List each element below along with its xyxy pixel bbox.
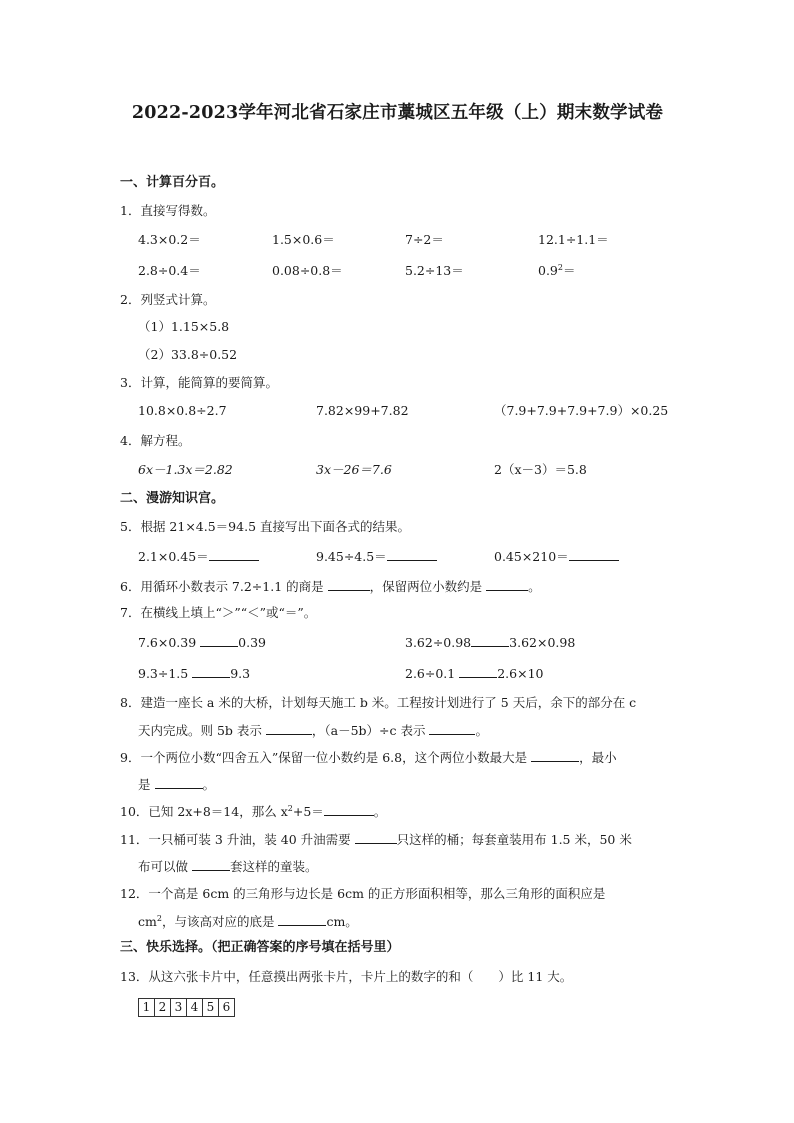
q1-item: 4.3×0.2＝	[138, 232, 201, 247]
q1-item: 0.08÷0.8＝	[272, 263, 343, 278]
q8-line2: 天内完成。则 5b 表示 ，（a－5b）÷c 表示 。	[138, 723, 488, 738]
q2-item: （2）33.8÷0.52	[138, 347, 238, 362]
answer-blank[interactable]	[569, 547, 619, 561]
q3-item: 7.82×99+7.82	[316, 403, 409, 418]
q1-item: 5.2÷13＝	[405, 263, 464, 278]
q2-label: 2．列竖式计算。	[120, 292, 216, 307]
section-1-heading: 一、计算百分百。	[120, 175, 225, 190]
q10: 10．已知 2x+8＝14，那么 $x^2+5=$ 。	[120, 803, 387, 819]
q3-label: 3．计算，能简算的要简算。	[120, 375, 278, 390]
q11-line1: 11．一只桶可装 3 升油，装 40 升油需要 只这样的桶；每套童装用布 1.5 米，50 米	[120, 832, 632, 847]
q11-line2: 布可以做 套这样的童装。	[138, 859, 318, 874]
answer-blank[interactable]	[324, 802, 374, 816]
page-title: 2022-2023学年河北省石家庄市藁城区五年级（上）期末数学试卷	[131, 103, 664, 123]
number-card: 4	[186, 998, 203, 1017]
q1-label: 1．直接写得数。	[120, 203, 216, 218]
q1-item: 2.8÷0.4＝	[138, 263, 201, 278]
number-card: 1	[138, 998, 155, 1017]
q12-line2: $cm^2$，与该高对应的底是 cm。	[138, 913, 358, 929]
answer-blank[interactable]	[531, 748, 579, 762]
q5-item: 0.45×210＝	[494, 547, 619, 566]
answer-blank[interactable]	[266, 721, 312, 735]
q5-label: 5．根据 21×4.5＝94.5 直接写出下面各式的结果。	[120, 519, 410, 534]
q7-label: 7．在横线上填上“＞”“＜”或“＝”。	[120, 605, 317, 620]
answer-blank[interactable]	[459, 664, 497, 678]
number-cards	[138, 998, 235, 1017]
number-card: 5	[202, 998, 219, 1017]
q1-item: 12.1÷1.1＝	[538, 232, 609, 247]
q6: 6．用循环小数表示 7.2÷1.1 的商是 ，保留两位小数约是 。	[120, 579, 541, 594]
answer-blank[interactable]	[278, 912, 326, 926]
answer-blank[interactable]	[328, 577, 370, 591]
answer-blank[interactable]	[209, 547, 259, 561]
q12-line1: 12．一个高是 6cm 的三角形与边长是 6cm 的正方形面积相等，那么三角形的面积应是	[120, 886, 606, 901]
q9-line2: 是 。	[138, 777, 216, 792]
number-card: 2	[154, 998, 171, 1017]
q3-item: 10.8×0.8÷2.7	[138, 403, 227, 418]
q4-item: 2（x－3）＝5.8	[494, 462, 587, 477]
answer-blank[interactable]	[355, 830, 397, 844]
answer-blank[interactable]	[155, 775, 203, 789]
q1-item-power: $0.9^2=$	[538, 262, 576, 278]
q5-item: 2.1×0.45＝	[138, 547, 259, 566]
answer-blank[interactable]	[486, 577, 528, 591]
q9-line1: 9．一个两位小数“四舍五入”保留一位小数约是 6.8，这个两位小数最大是 ，最小	[120, 750, 617, 765]
q4-item: 6x－1.3x＝2.82	[138, 462, 233, 477]
section-2-heading: 二、漫游知识宫。	[120, 491, 225, 506]
q7-item: 9.3÷1.5 9.3	[138, 666, 251, 681]
q7-item: 2.6÷0.1 2.6×10	[405, 666, 544, 681]
section-3-heading: 三、快乐选择。（把正确答案的序号填在括号里）	[120, 940, 400, 955]
answer-blank[interactable]	[192, 664, 230, 678]
number-card: 6	[218, 998, 235, 1017]
number-card: 3	[170, 998, 187, 1017]
q3-item: （7.9+7.9+7.9+7.9）×0.25	[494, 403, 669, 418]
q13: 13．从这六张卡片中，任意摸出两张卡片，卡片上的数字的和（ ）比 11 大。	[120, 969, 573, 984]
q2-item: （1）1.15×5.8	[138, 319, 230, 334]
q1-item: 7÷2＝	[405, 232, 444, 247]
q1-item: 1.5×0.6＝	[272, 232, 335, 247]
answer-blank[interactable]	[387, 547, 437, 561]
q7-item: 7.6×0.39 0.39	[138, 635, 267, 650]
answer-blank[interactable]	[471, 633, 509, 647]
q8-line1: 8．建造一座长 a 米的大桥，计划每天施工 b 米。工程按计划进行了 5 天后，余下的部分在 c	[120, 695, 637, 710]
answer-blank[interactable]	[192, 857, 230, 871]
q5-item: 9.45÷4.5＝	[316, 547, 437, 566]
q4-label: 4．解方程。	[120, 433, 191, 448]
q4-item: 3x－26＝7.6	[316, 462, 392, 477]
answer-blank[interactable]	[200, 633, 238, 647]
answer-blank[interactable]	[429, 721, 475, 735]
q7-item: 3.62÷0.98 3.62×0.98	[405, 635, 576, 650]
